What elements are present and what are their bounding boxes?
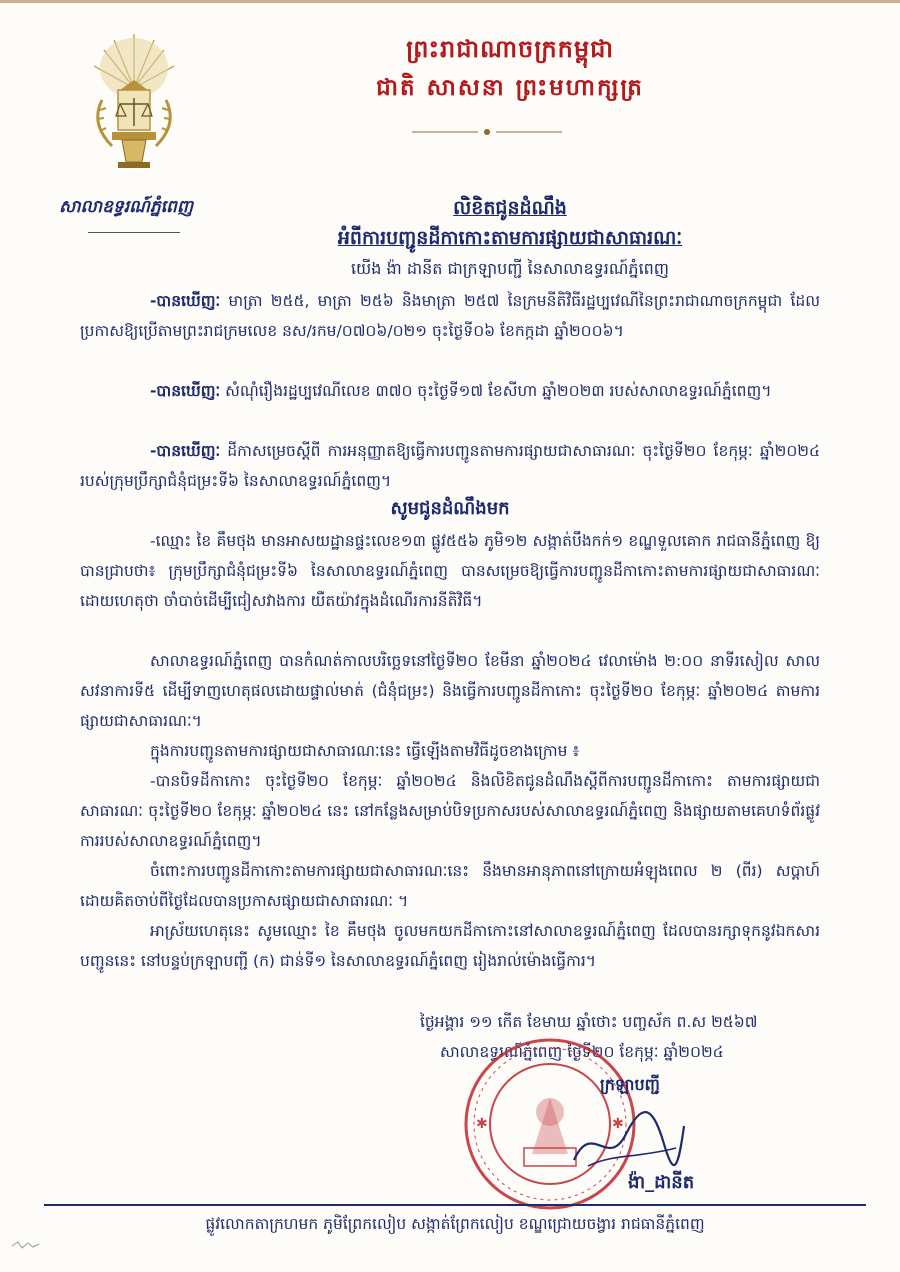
paragraph-notice: -ឈ្មោះ ខៃ គឹមថុង មានអាសយដ្ឋានផ្ទះលេខ១៣ ផ្លូវ៥៥៦ ភូមិ១២ សង្កាត់បឹងកក់១ ខណ្ឌទួលគោក រាជធានីភ្នំពេញ ឱ្យបានជ្រាបថា៖ ក្រុមប្រឹក្សាជំនុំជម្រះទី៦ នៃសាលាឧទ្ធរណ៍ភ្នំពេញ បានសម្រេចឱ្យធ្វើការបញ្ជូនដីកាកោះតាមការផ្សាយជាសាធារណៈ ដោយហេតុថា ចាំបាច់ដើម្បីជៀសវាងការ យឺតយ៉ាវក្នុងដំណើរការនីតិវិធី។ <box>80 532 820 610</box>
paragraph-collect: អាស្រ័យហេតុនេះ សូមឈ្មោះ ខៃ គឹមថុង ចូលមកយកដីកាកោះនៅសាលាឧទ្ធរណ៍ភ្នំពេញ ដែលបានរក្សាទុកនូវឯកសារបញ្ជូននេះ នៅបន្ទប់ក្រឡាបញ្ជី (ក) ជាន់ទី១ នៃសាលាឧទ្ធរណ៍ភ្នំពេញ រៀងរាល់ម៉ោងធ្វើការ។ <box>80 922 820 970</box>
document-subtitle: អំពីការបញ្ជូនដីកាកោះតាមការផ្សាយជាសាធារណៈ <box>337 227 683 249</box>
signature-icon <box>568 1100 688 1180</box>
scan-artifact-icon <box>10 1236 50 1252</box>
signer-name: ង៉ា_ដានីត <box>628 1172 695 1193</box>
paragraph-text: សំណុំរឿងរដ្ឋប្បវេណីលេខ ៣៧០ ចុះថ្ងៃទី១៧ ខែសីហា ឆ្នាំ២០២៣ របស់សាលាឧទ្ធរណ៍ភ្នំពេញ។ <box>220 382 772 400</box>
solar-date: សាលាឧទ្ធរណ៍ភ្នំពេញ ថ្ងៃទី២០ ខែកុម្ភៈ ឆ្នាំ២០២៤ <box>440 1043 724 1061</box>
svg-text:✱: ✱ <box>476 1116 488 1132</box>
paragraph-text: មាត្រា ២៥៥, មាត្រា ២៥៦ និងមាត្រា ២៥៧ នៃក្រមនីតិវិធីរដ្ឋប្បវេណីនៃព្រះរាជាណាចក្រកម្ពុជា ដែលប្រកាសឱ្យប្រើតាមព្រះរាជក្រមលេខ នស/រកម/០៧០៦/០២១ ចុះថ្ងៃទី០៦ ខែកក្កដា ឆ្នាំ២០០៦។ <box>80 292 820 340</box>
paragraph-seen-3 <box>80 436 820 496</box>
paragraph-lead: -បានឃើញៈ <box>150 292 221 310</box>
paragraph-seen-1 <box>80 286 820 346</box>
paragraph-method: ក្នុងការបញ្ជូនតាមការផ្សាយជាសាធារណៈនេះ ធ្វើឡើងតាមវិធីដូចខាងក្រោម ៖ <box>150 742 580 760</box>
paragraph-posting: -បានបិទដីកាកោះ ចុះថ្ងៃទី២០ ខែកុម្ភៈ ឆ្នាំ២០២៤ និងលិខិតជូនដំណឹងស្តីពីការបញ្ជូនដីកាកោះ តាមការផ្សាយជាសាធារណៈ ចុះថ្ងៃទី២០ ខែកុម្ភៈ ឆ្នាំ២០២៤ នេះ នៅកន្លែងសម្រាប់បិទប្រកាសរបស់សាលាឧទ្ធរណ៍ភ្នំពេញ និងផ្សាយតាមគេហទំព័រផ្លូវការរបស់សាលាឧទ្ធរណ៍ភ្នំពេញ។ <box>80 772 820 850</box>
document-title: លិខិតជូនដំណឹង <box>453 197 567 219</box>
paragraph-seen-2 <box>80 376 820 406</box>
national-motto: ជាតិ សាសនា ព្រះមហាក្សត្រ <box>376 75 644 101</box>
footer-divider <box>44 1204 866 1206</box>
ornament-divider <box>412 128 562 136</box>
paragraph-text: ដីកាសម្រេចស្តីពី ការអនុញ្ញាតឱ្យធ្វើការបញ្ជូនតាមការផ្សាយជាសាធារណៈ ចុះថ្ងៃទី២០ ខែកុម្ភៈ ឆ្នាំ២០២៤ របស់ក្រុមប្រឹក្សាជំនុំជម្រះទី៦ នៃសាលាឧទ្ធរណ៍ភ្នំពេញ។ <box>80 442 820 490</box>
court-name: សាលាឧទ្ធរណ៍ភ្នំពេញ <box>58 197 194 217</box>
section-heading: សូមជូនដំណឹងមក <box>390 498 510 519</box>
divider <box>88 232 180 233</box>
lunar-date: ថ្ងៃអង្គារ ១១ កើត ខែមាឃ ឆ្នាំថោះ បញ្ចស័ក ព.ស ២៥៦៧ <box>420 1013 758 1031</box>
intro-line: យើង ង៉ា ដានីត ជាក្រឡាបញ្ជី នៃសាលាឧទ្ធរណ៍ភ្នំពេញ <box>350 259 670 278</box>
footer-address: ផ្លូវលោកតាក្រហមក ភូមិព្រែកលៀប សង្កាត់ព្រែកលៀប ខណ្ឌជ្រោយចង្វារ រាជធានីភ្នំពេញ <box>205 1215 705 1233</box>
signer-title: ក្រឡាបញ្ជី <box>600 1075 660 1094</box>
kingdom-heading: ព្រះរាជាណាចក្រកម្ពុជា <box>406 35 614 63</box>
svg-text:✱: ✱ <box>612 1116 624 1132</box>
court-emblem-icon <box>82 28 186 176</box>
paragraph-lead: -បានឃើញៈ <box>150 382 221 400</box>
paragraph-lead: -បានឃើញៈ <box>150 442 221 460</box>
paragraph-effect: ចំពោះការបញ្ជូនដីកាកោះតាមការផ្សាយជាសាធារណៈនេះ នឹងមានអានុភាពនៅក្រោយអំឡុងពេល ២ (ពីរ) សប្តាហ៍ ដោយគិតចាប់ពីថ្ងៃដែលបានប្រកាសផ្សាយជាសាធារណៈ ។ <box>80 862 820 910</box>
paragraph-hearing: សាលាឧទ្ធរណ៍ភ្នំពេញ បានកំណត់កាលបរិច្ឆេទនៅថ្ងៃទី២០ ខែមីនា ឆ្នាំ២០២៤ វេលាម៉ោង ២:០០ នាទីរសៀល សាលសវនាការទី៥ ដើម្បីទាញហេតុផលដោយផ្ទាល់មាត់ (ជំនុំជម្រះ) និងធ្វើការបញ្ជូនដីកាកោះ ចុះថ្ងៃទី២០ ខែកុម្ភៈ ឆ្នាំ២០២៤ តាមការផ្សាយជាសាធារណៈ។ <box>80 652 820 730</box>
